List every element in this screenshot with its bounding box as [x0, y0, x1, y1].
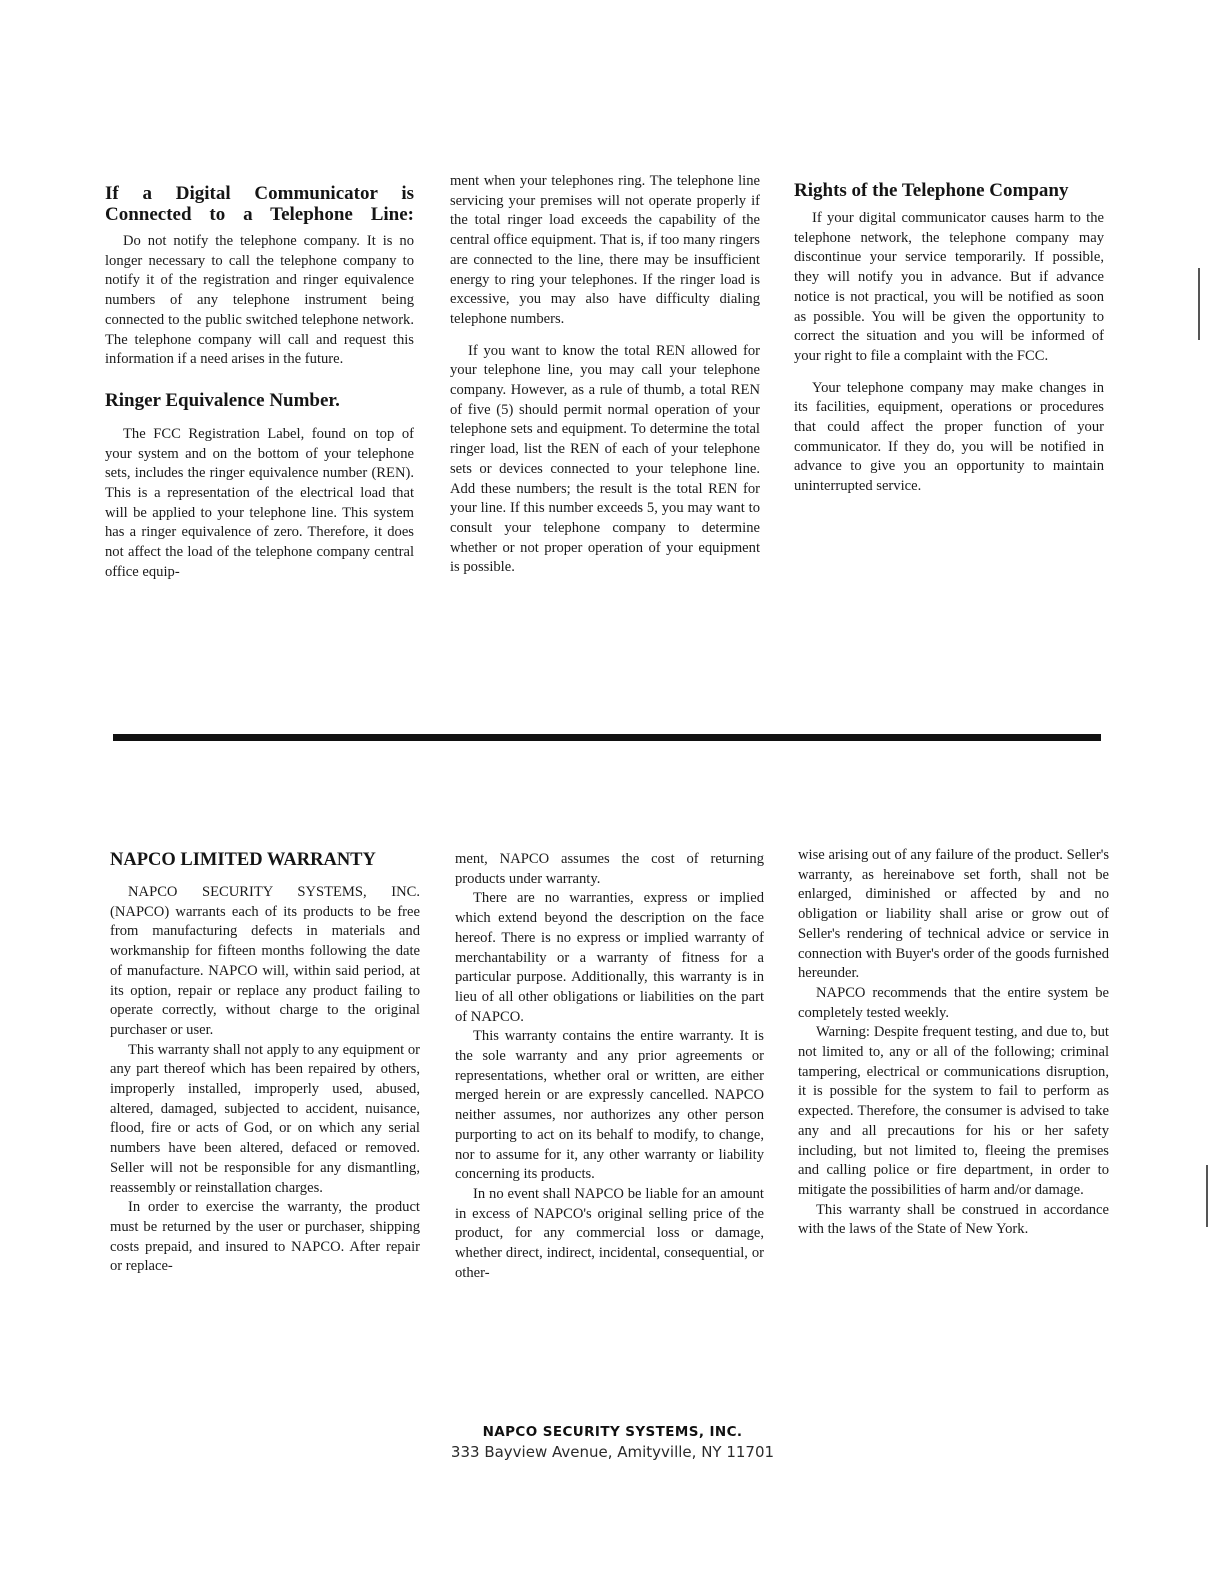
margin-mark-top — [1198, 268, 1200, 340]
liability-limit-paragraph: In no event shall NAPCO be liable for an amount in excess of NAPCO's original selling price of the product, for any commercial loss or damage, whether direct, indirect, incidental, consequential, or other- — [455, 1185, 764, 1281]
top-column-3 — [794, 180, 1104, 497]
notify-paragraph: Do not notify the telephone company. It is no longer necessary to call the telephone company to notify it of the registration and ringer equivalence numbers of any telephone instrument being connected to the public switched telephone network. The telephone company will call and request this information if a need arises in the future. — [105, 233, 414, 368]
warranty-exclusions-paragraph: This warranty shall not apply to any equipment or any part thereof which has been repaired by others, improperly installed, improperly used, abused, altered, damaged, subjected to accident, nuisance, flood, fire or acts of God, or on which any serial numbers have been altered, defaced or removed. Seller will not be responsible for any dismantling, reassembly or reinstallation charges. — [110, 1041, 420, 1196]
warranty-heading: NAPCO LIMITED WARRANTY — [110, 850, 376, 870]
warning-paragraph: Warning: Despite frequent testing, and due to, but not limited to, any or all of the following; criminal tampering, electrical or communications disruption, it is possible for the system to fail to perform as expected. Therefore, the consumer is advised to take any and all precautions for his or her safety including, but not limited to, fleeing the premises and calling police or fire department, in order to mitigate the possibilities of harm and/or damage. — [798, 1024, 1109, 1198]
digital-communicator-heading-line2: Connected to a Telephone Line: — [105, 204, 414, 225]
no-other-warranties-paragraph: There are no warranties, express or implied which extend beyond the description on the face hereof. There is no express or implied warranty of merchantability or a warranty of fitness for a particular purpose. Additionally, this warranty is in lieu of all other obligations or liabilities on the part of NAPCO. — [455, 890, 764, 1025]
weekly-testing-paragraph: NAPCO recommends that the entire system be completely tested weekly. — [798, 984, 1109, 1021]
fcc-label-paragraph: The FCC Registration Label, found on top of your system and on the bottom of your telephone sets, includes the ringer equivalence number (REN). This is a representation of the electrical load that will be applied to your telephone line. This system has a ringer equivalence of zero. Therefore, it does not affect the load of the telephone company central office equip- — [105, 425, 414, 580]
digital-communicator-heading-line1: If a Digital Communicator is — [105, 183, 414, 204]
margin-mark-bottom — [1206, 1165, 1208, 1227]
network-harm-paragraph: If your digital communicator causes harm to the telephone network, the telephone company may discontinue your service temporarily. If possible, they will notify you in advance. But if advance notice is not practical, you will be notified as soon as possible. You will be given the opportunity to correct the situation and you will be informed of your right to file a complaint with the FCC. — [794, 210, 1104, 364]
total-ren-paragraph: If you want to know the total REN allowed for your telephone line, you may call your telephone company. However, as a rule of thumb, a total REN of five (5) should permit normal operation of your telephone sets and equipment. To determine the total ringer load, list the REN of each of your telephone sets or devices connected to your telephone line. Add these numbers; the result is the total REN for your line. If this number exceeds 5, you may want to consult your telephone company to determine whether or not proper operation of your equipment is possible. — [450, 342, 760, 576]
warranty-column-3 — [798, 846, 1109, 1240]
rights-heading: Rights of the Telephone Company — [794, 180, 1069, 201]
facility-changes-paragraph: Your telephone company may make changes in its facilities, equipment, operations or procedures that could affect the proper function of your communicator. If they do, you will be notified in advance to give you an opportunity to maintain uninterrupted service. — [794, 379, 1104, 495]
ringer-equivalence-heading: Ringer Equivalence Number. — [105, 389, 340, 411]
footer — [0, 1424, 1225, 1461]
warranty-column-1 — [110, 850, 420, 1277]
section-divider — [113, 734, 1101, 741]
footer-company-name: NAPCO SECURITY SYSTEMS, INC. — [482, 1424, 743, 1440]
top-column-2 — [450, 172, 760, 578]
return-cost-paragraph: ment, NAPCO assumes the cost of returning products under warranty. — [455, 851, 764, 887]
governing-law-paragraph: This warranty shall be construed in accordance with the laws of the State of New York. — [798, 1201, 1109, 1238]
ringer-load-paragraph: ment when your telephones ring. The telephone line servicing your premises will not operate properly if the total ringer load exceeds the capability of the central office equipment. That is, if too many ringers are connected to the line, there may be insufficient energy to ring your telephones. If the ringer load is excessive, you may also have difficulty dialing telephone numbers. — [450, 173, 760, 327]
warranty-return-paragraph: In order to exercise the warranty, the product must be returned by the user or purchaser, shipping costs prepaid, and insured to NAPCO. After repair or replace- — [110, 1199, 420, 1275]
seller-warranty-paragraph: wise arising out of any failure of the product. Seller's warranty, as hereinabove set forth, shall not be enlarged, diminished or affected by and no obligation or liability shall arise or grow out of Seller's rendering of technical advice or service in connection with Buyer's order of the goods furnished hereunder. — [798, 847, 1109, 982]
footer-address: 333 Bayview Avenue, Amityville, NY 11701 — [450, 1443, 775, 1461]
top-column-1 — [105, 183, 414, 583]
warranty-coverage-paragraph: NAPCO SECURITY SYSTEMS, INC. (NAPCO) warrants each of its products to be free from manufacturing defects in materials and workmanship for fifteen months following the date of manufacture. NAPCO will, within said period, at its option, repair or replace any product failing to operate correctly, without charge to the original purchaser or user. — [110, 884, 420, 1038]
entire-warranty-paragraph: This warranty contains the entire warranty. It is the sole warranty and any prior agreements or representations, whether oral or written, are either merged herein or are expressly cancelled. NAPCO neither assumes, nor authorizes any other person purporting to act on its behalf to modify, to change, nor to assume for it, any other warranty or liability concerning its products. — [455, 1028, 764, 1183]
warranty-column-2 — [455, 850, 764, 1283]
